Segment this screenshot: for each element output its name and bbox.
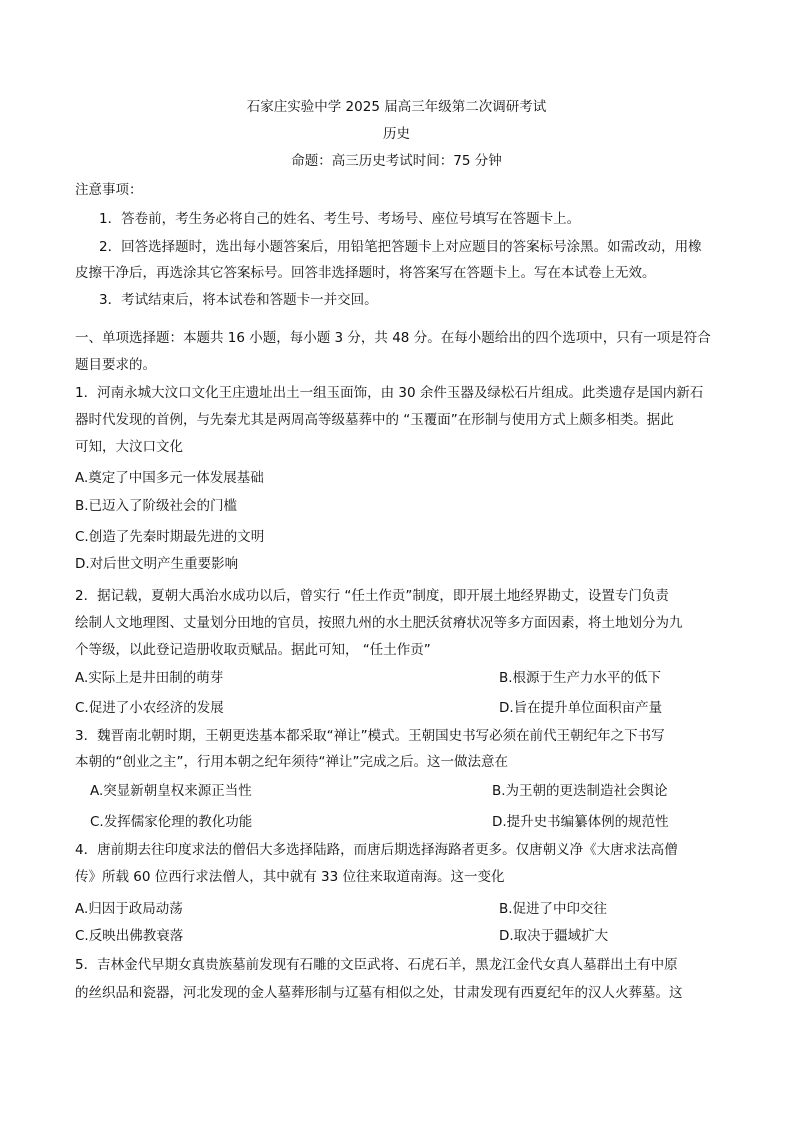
answer-option: C.创造了先秦时期最先进的文明 (75, 529, 265, 545)
exam-title: 石家庄实验中学 2025 届高三年级第二次调研考试 (246, 99, 547, 115)
answer-option: A.突显新朝皇权来源正当性 (90, 783, 252, 799)
exam-meta: 命题：高三历史考试时间：75 分钟 (291, 153, 502, 169)
answer-option: A.奠定了中国多元一体发展基础 (75, 470, 264, 486)
notice-heading: 注意事项： (75, 182, 143, 198)
section-heading: 一、单项选择题：本题共 16 小题，每小题 3 分，共 48 分。在每小题给出的四个选项中，只有一项是符合 (75, 330, 711, 346)
question-stem: 的丝织品和瓷器，河北发现的金人墓葬形制与辽墓有相似之处，甘肃发现有西夏纪年的汉人火葬墓。这 (75, 985, 683, 1001)
question-stem: 1．河南永城大汶口文化王庄遗址出土一组玉面饰，由 30 余件玉器及绿松石片组成。此类遗存是国内新石 (75, 385, 704, 401)
question-stem: 传》所载 60 位西行求法僧人，其中就有 33 位往来取道南海。这一变化 (75, 869, 505, 885)
answer-option: D.对后世文明产生重要影响 (75, 556, 239, 572)
answer-option: D.旨在提升单位面积亩产量 (499, 700, 663, 716)
question-stem: 2．据记载，夏朝大禹治水成功以后，曾实行 “任土作贡”制度，即开展土地经界勘丈，设置专门负责 (75, 588, 669, 604)
question-stem: 可知，大汶口文化 (75, 439, 183, 455)
answer-option: C.发挥儒家伦理的教化功能 (90, 814, 253, 830)
question-stem: 5．吉林金代早期女真贵族墓前发现有石雕的文臣武将、石虎石羊，黑龙江金代女真人墓群出土有中原 (75, 957, 678, 973)
answer-option: B.已迈入了阶级社会的门槛 (75, 498, 238, 514)
answer-option: B.促进了中印交往 (499, 901, 608, 917)
notice-item: 皮擦干净后，再选涂其它答案标号。回答非选择题时，将答案写在答题卡上。写在本试卷上无效。 (75, 265, 656, 281)
answer-option: C.促进了小农经济的发展 (75, 700, 224, 716)
notice-item: 2．回答选择题时，选出每小题答案后，用铅笔把答题卡上对应题目的答案标号涂黑。如需改动，用橡 (99, 239, 702, 255)
answer-option: B.为王朝的更迭制造社会舆论 (492, 783, 668, 799)
question-stem: 本朝的“创业之主”，行用本朝之纪年须待“禅让”完成之后。这一做法意在 (75, 754, 508, 770)
notice-item: 1．答卷前，考生务必将自己的姓名、考生号、考场号、座位号填写在答题卡上。 (99, 211, 581, 227)
section-heading: 题目要求的。 (75, 357, 156, 373)
answer-option: B.根源于生产力水平的低下 (499, 670, 662, 686)
question-stem: 3．魏晋南北朝时期，王朝更迭基本都采取“禅让”模式。王朝国史书写必须在前代王朝纪年之下书写 (75, 728, 665, 744)
notice-item: 3．考试结束后，将本试卷和答题卡一并交回。 (99, 292, 378, 308)
question-stem: 绘制人文地理图、丈量划分田地的官员，按照九州的水土肥沃贫瘠状况等多方面因素，将土地划分为九 (75, 615, 683, 631)
answer-option: D.取决于疆域扩大 (499, 928, 609, 944)
question-stem: 器时代发现的首例，与先秦尤其是两周高等级墓葬中的 “玉覆面”在形制与使用方式上颇多相类。据此 (75, 412, 674, 428)
answer-option: D.提升史书编纂体例的规范性 (492, 814, 669, 830)
question-stem: 个等级，以此登记造册收取贡赋品。据此可知， “任土作贡” (75, 642, 431, 658)
question-stem: 4．唐前期去往印度求法的僧侣大多选择陆路，而唐后期选择海路者更多。仅唐朝义净《大唐求法高僧 (75, 842, 678, 858)
answer-option: A.实际上是井田制的萌芽 (75, 670, 224, 686)
subject-title: 历史 (383, 126, 410, 142)
answer-option: C.反映出佛教衰落 (75, 928, 184, 944)
answer-option: A.归因于政局动荡 (75, 901, 183, 917)
